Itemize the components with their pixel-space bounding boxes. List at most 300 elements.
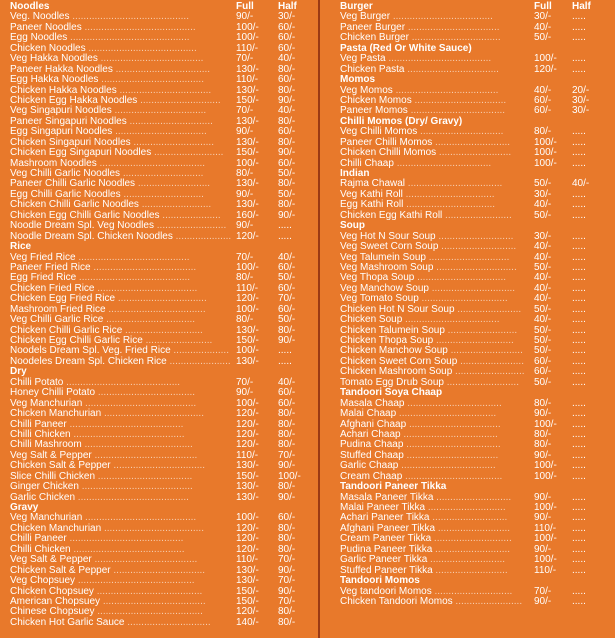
leader-dots: ............................: [425, 502, 506, 513]
full-column-header: Full: [534, 1, 552, 12]
half-price: 50/-: [278, 314, 296, 326]
full-price: 60/-: [534, 94, 552, 106]
item-name-text: Tomato Egg Drub Soup: [340, 376, 444, 388]
leader-dots: ...............................: [418, 293, 508, 305]
item-name-text: Achari Paneer Tikka: [340, 512, 430, 524]
leader-dots: .................................: [405, 21, 500, 33]
leader-dots: ..........................: [435, 522, 511, 534]
full-price: 40/-: [534, 21, 552, 33]
leader-dots: ..................................: [393, 157, 492, 169]
leader-dots: ............................: [433, 335, 514, 346]
full-price: 50/-: [534, 178, 552, 190]
half-price: .....: [572, 188, 586, 200]
full-price: 100/-: [534, 418, 557, 430]
leader-dots: .......................................: [85, 42, 197, 54]
leader-dots: ....................................: [94, 282, 198, 294]
item-name-text: Tandoori Momos: [340, 575, 420, 587]
half-price: 60/-: [278, 74, 296, 86]
full-price: 130/-: [236, 199, 259, 211]
leader-dots: .............................: [433, 261, 517, 273]
full-price: 60/-: [534, 366, 552, 378]
full-price: 90/-: [236, 188, 254, 200]
item-name-text: Egg Fried Rice: [10, 272, 77, 284]
half-price: .....: [572, 522, 586, 534]
item-name-text: Chicken Pasta: [340, 63, 405, 75]
half-price: 40/-: [278, 105, 296, 117]
leader-dots: ..........................: [443, 376, 519, 388]
item-name-text: Afghani Paneer Tikka: [340, 522, 436, 534]
leader-dots: ..............................: [428, 282, 516, 294]
leader-dots: .....................................: [385, 53, 492, 65]
item-name: [10, 618, 211, 628]
leader-dots: ........................................: [82, 512, 197, 524]
full-price: 40/-: [534, 199, 552, 211]
leader-dots: ................................: [115, 293, 207, 305]
item-name: [10, 232, 231, 242]
full-price: 70/-: [534, 585, 552, 597]
item-name-text: Masala Chaap: [340, 397, 405, 409]
half-column-header: Half: [278, 1, 297, 12]
full-price: 50/-: [534, 345, 552, 357]
leader-dots: .........................................: [66, 418, 184, 430]
half-price: .....: [572, 282, 586, 294]
item-name-text: American Chopsuey: [10, 595, 101, 607]
leader-dots: ...........................: [438, 241, 517, 253]
full-price: 40/-: [534, 84, 552, 96]
half-price: .....: [572, 230, 586, 242]
half-price: 40/-: [278, 376, 296, 388]
half-price: .....: [572, 293, 586, 305]
leader-dots: .................................: [116, 84, 212, 96]
item-name-text: Chicken Salt & Pepper: [10, 460, 111, 472]
item-name-text: Gravy: [10, 502, 39, 513]
item-name-text: Chicken Hakka Noodles: [10, 84, 117, 96]
full-price: 130/-: [236, 564, 259, 576]
leader-dots: ................................: [408, 32, 501, 44]
item-name-text: Veg Salt & Pepper: [10, 449, 92, 461]
half-price: 100/-: [278, 470, 301, 482]
menu-item-chicken-tandoori-momos: [340, 597, 610, 607]
item-name-text: Chilli Chaap: [340, 157, 394, 169]
half-price: 60/-: [278, 32, 296, 44]
item-name-text: Paneer Chilli Momos: [340, 136, 433, 148]
full-price: 130/-: [236, 481, 259, 493]
item-name-text: Veg Burger: [340, 11, 391, 23]
item-name-text: Veg Sweet Corn Soup: [340, 241, 439, 253]
item-name-text: Noodles: [10, 1, 50, 12]
full-price: 50/-: [534, 32, 552, 44]
leader-dots: ..................................: [405, 178, 503, 190]
half-price: 80/-: [278, 136, 296, 148]
full-price: 110/-: [236, 554, 259, 566]
item-name-text: Veg Singapuri Noodles: [10, 105, 112, 117]
half-price: 70/-: [278, 554, 296, 566]
full-price: 100/-: [236, 345, 259, 357]
half-price: 40/-: [278, 53, 296, 65]
item-name-text: Chinese Chopsuey: [10, 606, 95, 618]
leader-dots: .............................: [426, 251, 510, 263]
full-price: 120/-: [236, 293, 259, 305]
item-name-text: Chicken Manchow Soup: [340, 345, 448, 357]
leader-dots: .........................: [444, 324, 518, 336]
leader-dots: ........................................: [70, 428, 185, 440]
leader-dots: ...........................: [427, 554, 506, 566]
half-price: .....: [572, 136, 586, 148]
full-price: 50/-: [534, 261, 552, 273]
leader-dots: .....................................: [91, 554, 198, 566]
item-name-text: Veg Kathi Roll: [340, 188, 403, 200]
item-name-text: Cream Chaap: [340, 470, 403, 482]
leader-dots: ......................................: [93, 585, 203, 597]
full-price: 100/-: [534, 147, 557, 159]
leader-dots: ..............................: [126, 115, 213, 127]
item-name-text: Paneer Singapuri Noodles: [10, 115, 127, 127]
leader-dots: ..........................................: [75, 575, 195, 587]
full-price: 80/-: [236, 168, 254, 179]
full-price: 130/-: [236, 355, 259, 367]
item-name-text: Chilli Paneer: [10, 418, 67, 430]
half-price: 90/-: [278, 147, 296, 159]
leader-dots: .............................: [120, 168, 204, 179]
item-name-text: Burger: [340, 1, 373, 12]
item-name-text: Chilli Momos (Dry/ Gravy): [340, 115, 463, 127]
item-name-text: Rajma Chawal: [340, 178, 406, 190]
item-name-text: Momos: [340, 74, 375, 86]
half-price: 60/-: [278, 397, 296, 409]
item-name-text: Chicken Soup: [340, 314, 403, 326]
full-price: 100/-: [534, 136, 557, 148]
leader-dots: .................................: [411, 94, 507, 106]
item-name-text: Egg Noodles: [10, 32, 68, 44]
half-price: 90/-: [278, 460, 296, 472]
leader-dots: .....................: [159, 209, 221, 221]
half-price: 60/-: [278, 126, 296, 138]
half-price: .....: [572, 449, 586, 461]
full-price: 130/-: [236, 491, 259, 503]
item-name-text: Garlic Chicken: [10, 491, 76, 503]
full-price: 80/-: [236, 272, 254, 284]
item-name-text: Veg Momos: [340, 84, 393, 96]
full-price: 110/-: [236, 42, 259, 54]
leader-dots: ........................................: [82, 397, 197, 409]
half-price: 60/-: [278, 157, 296, 169]
half-price: .....: [572, 241, 586, 253]
full-price: 130/-: [236, 84, 259, 96]
half-price: 80/-: [278, 324, 296, 336]
full-price: 100/-: [534, 53, 557, 65]
item-name-text: Garlic Paneer Tikka: [340, 554, 428, 566]
half-price: 40/-: [572, 178, 590, 190]
item-name-text: Mashroom Noodles: [10, 157, 97, 169]
full-price: 90/-: [534, 512, 552, 524]
full-price: 90/-: [534, 595, 552, 607]
item-name: [340, 75, 375, 85]
half-price: .....: [572, 209, 586, 221]
half-price: .....: [572, 11, 586, 23]
item-name-text: Veg Manchurian: [10, 512, 83, 524]
item-name-text: Afghani Chaap: [340, 418, 407, 430]
leader-dots: ........................................: [75, 251, 190, 263]
leader-dots: ..........................: [447, 345, 523, 357]
item-name-text: Chicken Hot N Sour Soup: [340, 303, 455, 315]
half-price: .....: [572, 303, 586, 315]
full-price: 100/-: [534, 554, 557, 566]
item-name-text: Masala Paneer Tikka: [340, 491, 434, 503]
item-name-text: Chicken Thopa Soup: [340, 335, 434, 346]
half-price: .....: [572, 512, 586, 524]
half-price: .....: [572, 345, 586, 357]
item-name-text: Chilli Potato: [10, 376, 64, 388]
half-price: .....: [572, 32, 586, 44]
leader-dots: ...................................: [402, 470, 503, 482]
half-price: 30/-: [572, 94, 590, 106]
leader-dots: .........................: [138, 199, 212, 211]
half-price: 50/-: [278, 272, 296, 284]
half-price: .....: [572, 199, 586, 211]
item-name-text: Egg Hakka Noodles: [10, 74, 99, 86]
full-price: 50/-: [534, 324, 552, 336]
item-name-text: Chilli Paneer: [10, 533, 67, 545]
half-price: .....: [572, 595, 586, 607]
half-price: 70/-: [278, 575, 296, 587]
leader-dots: ..............................: [124, 616, 211, 628]
item-name-text: Chilli Chicken: [10, 428, 71, 440]
half-price: 80/-: [278, 439, 296, 451]
leader-dots: ...................................: [95, 387, 196, 399]
item-name-text: Chilli Mashroom: [10, 439, 82, 451]
leader-dots: ..................................: [404, 397, 502, 409]
menu-column-right: [340, 2, 610, 607]
half-price: .....: [572, 21, 586, 33]
item-name-text: Tandoori Paneer Tikka: [340, 481, 447, 493]
full-price: 90/-: [236, 11, 254, 23]
item-name-text: Egg Chilli Garlic Noodles: [10, 188, 121, 200]
full-price: 150/-: [236, 147, 259, 159]
full-price: 120/-: [236, 418, 259, 430]
full-price: 40/-: [534, 314, 552, 326]
half-price: 90/-: [278, 209, 296, 221]
item-name-text: Chicken Manchurian: [10, 522, 102, 534]
half-price: 80/-: [278, 84, 296, 96]
item-name-text: Veg Chopsuey: [10, 575, 76, 587]
leader-dots: .................................: [111, 105, 207, 117]
half-price: 80/-: [278, 522, 296, 534]
leader-dots: ........................................: [76, 272, 191, 284]
half-price: 70/-: [278, 293, 296, 305]
item-name-text: Chicken Chilli Garlic Rice: [10, 324, 123, 336]
full-price: 100/-: [236, 157, 259, 169]
full-price: 30/-: [534, 188, 552, 200]
leader-dots: ....................................: [390, 11, 493, 23]
half-price: 90/-: [278, 585, 296, 597]
full-price: 60/-: [534, 105, 552, 117]
full-column-header: Full: [236, 1, 254, 12]
half-price: .....: [572, 543, 586, 555]
full-price: 80/-: [236, 314, 254, 326]
half-price: .....: [572, 460, 586, 472]
full-price: 80/-: [534, 439, 552, 451]
half-price: 60/-: [278, 21, 296, 33]
leader-dots: ..................................: [400, 428, 498, 440]
leader-dots: ........................................: [75, 491, 189, 503]
leader-dots: ............................: [122, 324, 203, 336]
full-price: 120/-: [236, 408, 259, 420]
full-price: 80/-: [534, 126, 552, 138]
item-name-text: Paneer Noodles: [10, 21, 82, 33]
full-price: 130/-: [236, 324, 259, 336]
full-price: 100/-: [236, 397, 259, 409]
leader-dots: .................................: [406, 418, 501, 430]
leader-dots: ..................................: [398, 460, 496, 472]
leader-dots: ...........................: [432, 543, 511, 555]
item-name-text: Chicken Sweet Corn Soup: [340, 355, 458, 367]
full-price: 110/-: [236, 282, 259, 294]
item-name-text: Paneer Burger: [340, 21, 406, 33]
item-name-text: Egg Singapuri Noodles: [10, 126, 113, 138]
item-name-text: Garlic Chaap: [340, 460, 399, 472]
menu-item-chicken-pasta: [340, 65, 610, 75]
full-price: 90/-: [236, 387, 254, 399]
leader-dots: ..........................: [135, 178, 211, 190]
leader-dots: ........................: [442, 209, 512, 221]
full-price: 150/-: [236, 585, 259, 597]
item-name-text: Veg. Noodles: [10, 11, 70, 23]
leader-dots: .................................: [110, 460, 206, 472]
leader-dots: ................................: [403, 199, 496, 211]
item-name-text: Chicken Salt & Pepper: [10, 564, 111, 576]
half-price: 60/-: [278, 303, 296, 315]
item-name: [340, 597, 522, 607]
item-name-text: Veg Chilli Garlic Noodles: [10, 168, 121, 179]
full-price: 90/-: [236, 126, 254, 138]
leader-dots: ........................................: [78, 481, 193, 493]
item-name-text: Veg Chilli Garlic Rice: [10, 314, 104, 326]
item-name-text: Paneer Hakka Noodles: [10, 63, 113, 75]
leader-dots: ..................................: [402, 314, 500, 326]
full-price: 50/-: [534, 209, 552, 221]
leader-dots: .................................: [112, 126, 207, 138]
full-price: 100/-: [534, 460, 557, 472]
leader-dots: ......................................: [96, 157, 206, 169]
leader-dots: .............................: [120, 188, 204, 200]
item-name-text: Noodels Dream Spl. Veg. Fried Rice: [10, 345, 171, 357]
full-price: 130/-: [236, 460, 259, 472]
item-name-text: Dry: [10, 366, 27, 378]
full-price: 80/-: [534, 428, 552, 440]
item-name-text: Noodeles Dream Spl. Chicken Rice: [10, 355, 167, 367]
item-name-text: Veg tandoori Momos: [340, 585, 432, 597]
half-price: .....: [572, 63, 586, 75]
half-price: 80/-: [278, 481, 296, 493]
full-price: 140/-: [236, 616, 259, 628]
item-name-text: Pudina Chaap: [340, 439, 404, 451]
full-price: 90/-: [236, 220, 254, 232]
leader-dots: ...........................: [435, 230, 514, 242]
half-price: 90/-: [278, 564, 296, 576]
half-price: .....: [572, 251, 586, 263]
full-price: 50/-: [534, 335, 552, 346]
item-name-text: Paneer Momos: [340, 105, 408, 117]
leader-dots: ........................: [452, 595, 523, 607]
full-price: 100/-: [236, 32, 259, 44]
half-price: 80/-: [278, 115, 296, 127]
item-name-text: Malai Chaap: [340, 408, 397, 420]
leader-dots: .............................: [137, 94, 221, 106]
item-name-text: Veg Hakka Noodles: [10, 53, 98, 65]
full-price: 90/-: [534, 408, 552, 420]
half-price: 30/-: [572, 105, 590, 117]
item-name-text: Egg Kathi Roll: [340, 199, 404, 211]
half-price: .....: [572, 314, 586, 326]
half-price: .....: [572, 157, 586, 169]
leader-dots: ....................................: [101, 522, 204, 534]
menu-item-noodle-dream-spl-chicken-noodles: [10, 232, 305, 242]
item-name-text: Veg Fried Rice: [10, 251, 76, 263]
item-name-text: Chicken Egg Chilli Garlic Rice: [10, 335, 143, 346]
leader-dots: .................................: [403, 449, 499, 461]
half-price: 80/-: [278, 616, 296, 628]
item-name: [10, 357, 231, 367]
full-price: 40/-: [534, 251, 552, 263]
item-name-text: Stuffed Paneer Tikka: [340, 564, 433, 576]
full-price: 130/-: [236, 115, 259, 127]
item-name-text: Chicken Mashroom Soup: [340, 366, 453, 378]
item-name-text: Chicken Fried Rice: [10, 282, 95, 294]
full-price: 150/-: [236, 94, 259, 106]
half-price: .....: [572, 470, 586, 482]
half-price: .....: [572, 366, 586, 378]
leader-dots: .............................: [130, 136, 214, 148]
half-price: 80/-: [278, 63, 296, 75]
leader-dots: ...........................: [432, 136, 511, 148]
full-price: 150/-: [236, 595, 259, 607]
item-name-text: Chicken Egg Singapuri Noodles: [10, 147, 152, 159]
full-price: 100/-: [236, 303, 259, 315]
half-price: 80/-: [278, 408, 296, 420]
leader-dots: ................................: [414, 272, 507, 284]
half-price: .....: [572, 376, 586, 388]
full-price: 40/-: [534, 282, 552, 294]
item-name-text: Chilli Chicken: [10, 543, 71, 555]
item-name-text: Pasta (Red Or White Sauce): [340, 42, 472, 54]
half-price: .....: [572, 397, 586, 409]
item-name: [340, 576, 420, 586]
half-price: .....: [572, 53, 586, 65]
item-name-text: Achari Chaap: [340, 428, 401, 440]
leader-dots: .....................................: [98, 74, 204, 86]
leader-dots: ..................................: [95, 470, 193, 482]
half-price: 90/-: [278, 94, 296, 106]
full-price: 100/-: [534, 502, 557, 513]
item-name-text: Paneer Fried Rice: [10, 261, 91, 273]
half-price: 60/-: [278, 261, 296, 273]
full-price: 70/-: [236, 105, 254, 117]
item-name-text: Chicken Momos: [340, 94, 412, 106]
full-price: 110/-: [236, 449, 259, 461]
full-price: 120/-: [236, 439, 259, 451]
item-name-text: Mashroom Fried Rice: [10, 303, 106, 315]
item-name-text: Tandoori Soya Chaap: [340, 387, 443, 399]
item-name-text: Noodle Dream Spl. Chicken Noodles: [10, 230, 173, 242]
leader-dots: ....................: [170, 345, 229, 357]
menu-item-noodeles-dream-spl-chicken-rice: [10, 357, 305, 367]
item-name-text: Chicken Chilli Momos: [340, 147, 437, 159]
half-price: 20/-: [572, 84, 590, 96]
full-price: 150/-: [236, 470, 259, 482]
full-price: 70/-: [236, 251, 254, 263]
full-price: 110/-: [534, 522, 557, 534]
item-name-text: Chicken Chilli Garlic Noodles: [10, 199, 139, 211]
